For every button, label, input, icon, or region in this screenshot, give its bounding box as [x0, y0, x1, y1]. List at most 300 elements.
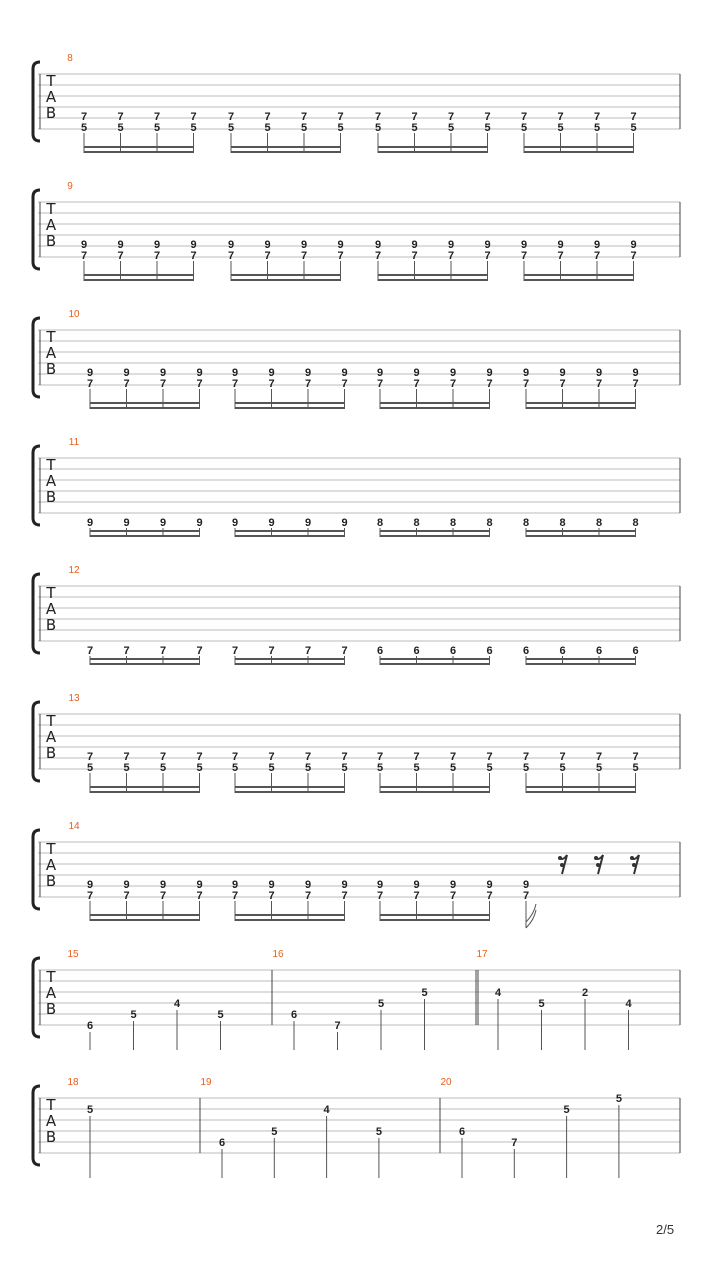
measure-number: 12: [68, 565, 80, 576]
fret-number: 7: [159, 378, 167, 390]
beam: [235, 530, 346, 532]
fret-number: 6: [218, 1137, 226, 1149]
fret-number: 9: [447, 239, 455, 251]
fret-number: 7: [268, 751, 275, 763]
fret-number: 9: [557, 239, 564, 251]
fret-number: 5: [595, 762, 603, 774]
fret-number: 6: [522, 645, 530, 657]
fret-number: 8: [413, 517, 420, 529]
fret-number: 6: [86, 1020, 94, 1032]
fret-number: 9: [80, 239, 88, 251]
fret-number: 7: [231, 645, 239, 657]
fret-number: 9: [123, 367, 130, 379]
beam: [231, 279, 342, 281]
fret-number: 7: [300, 111, 308, 123]
fret-number: 8: [522, 517, 530, 529]
tab-system: [33, 437, 680, 537]
fret-number: 8: [449, 517, 457, 529]
fret-number: 8: [559, 517, 566, 529]
beam: [90, 407, 201, 409]
fret-number: 5: [615, 1093, 622, 1105]
fret-number: 7: [522, 378, 530, 390]
beam: [90, 791, 201, 793]
fret-number: 5: [630, 122, 637, 134]
fret-number: 7: [520, 250, 528, 262]
tab-clef-letter: B: [45, 872, 57, 890]
beam: [235, 791, 346, 793]
tab-clef-letter: T: [46, 1096, 56, 1114]
fret-number: 9: [486, 367, 493, 379]
tab-system: [33, 53, 680, 153]
fret-number: 5: [337, 122, 344, 134]
beam: [90, 914, 201, 916]
measure-number: 13: [68, 693, 80, 704]
beam: [235, 919, 346, 921]
fret-number: 8: [486, 517, 493, 529]
fret-number: 9: [304, 517, 312, 529]
beam: [235, 535, 346, 537]
beam: [378, 151, 489, 153]
page-number: 2/5: [656, 1222, 675, 1237]
fret-number: 8: [632, 517, 639, 529]
fret-number: 9: [522, 879, 530, 891]
beam: [380, 658, 491, 660]
tab-system: [33, 821, 680, 928]
measure-number: 16: [272, 949, 284, 960]
fret-number: 9: [522, 367, 530, 379]
beam: [231, 146, 342, 148]
beam: [90, 530, 201, 532]
fret-number: 7: [123, 645, 130, 657]
fret-number: 5: [159, 762, 167, 774]
beam: [526, 786, 637, 788]
fret-number: 7: [484, 111, 491, 123]
tab-clef-letter: B: [45, 744, 57, 762]
fret-number: 7: [190, 111, 197, 123]
fret-number: 5: [153, 122, 161, 134]
fret-number: 9: [413, 879, 420, 891]
beam: [524, 146, 635, 148]
fret-number: 7: [304, 645, 312, 657]
fret-number: 7: [196, 890, 203, 902]
measure-number: 18: [67, 1077, 79, 1088]
fret-number: 7: [632, 751, 639, 763]
fret-number: 9: [231, 879, 239, 891]
fret-number: 7: [334, 1020, 341, 1032]
fret-number: 6: [632, 645, 639, 657]
tab-clef-letter: A: [45, 88, 57, 106]
fret-number: 6: [290, 1009, 298, 1021]
tab-system: [33, 181, 680, 281]
fret-number: 7: [196, 751, 203, 763]
beam: [380, 663, 491, 665]
beam: [524, 274, 635, 276]
tab-clef-letter: B: [45, 360, 57, 378]
fret-number: 7: [80, 111, 88, 123]
measure-number: 15: [67, 949, 79, 960]
beam: [380, 530, 491, 532]
fret-number: 9: [484, 239, 491, 251]
tab-clef-letter: T: [46, 456, 56, 474]
fret-number: 7: [196, 645, 203, 657]
fret-number: 7: [374, 250, 382, 262]
fret-number: 6: [376, 645, 384, 657]
rest-dot: [558, 856, 562, 860]
measure-number: 17: [476, 949, 488, 960]
beam: [235, 407, 346, 409]
tab-clef-letter: T: [46, 72, 56, 90]
fret-number: 7: [413, 378, 420, 390]
beam: [90, 786, 201, 788]
fret-number: 7: [123, 751, 130, 763]
fret-number: 7: [522, 751, 530, 763]
fret-number: 7: [123, 378, 130, 390]
fret-number: 6: [559, 645, 566, 657]
tab-clef-letter: A: [45, 728, 57, 746]
fret-number: 6: [449, 645, 457, 657]
fret-number: 9: [376, 879, 384, 891]
fret-number: 9: [268, 367, 275, 379]
fret-number: 7: [337, 250, 344, 262]
fret-number: 5: [304, 762, 312, 774]
tab-clef-letter: B: [45, 1128, 57, 1146]
rest-dot: [596, 863, 600, 867]
measure-number: 10: [68, 309, 80, 320]
fret-number: 7: [231, 378, 239, 390]
fret-number: 7: [190, 250, 197, 262]
tab-clef-letter: A: [45, 984, 57, 1002]
fret-number: 7: [559, 378, 566, 390]
fret-number: 7: [196, 378, 203, 390]
fret-number: 9: [595, 367, 603, 379]
fret-number: 7: [337, 111, 344, 123]
beam: [378, 146, 489, 148]
beam: [235, 663, 346, 665]
measure-number: 8: [67, 53, 73, 64]
fret-number: 7: [86, 751, 94, 763]
fret-number: 7: [376, 378, 384, 390]
fret-number: 7: [559, 751, 566, 763]
fret-number: 9: [117, 239, 124, 251]
beam: [380, 535, 491, 537]
fret-number: 7: [86, 890, 94, 902]
fret-number: 7: [268, 890, 275, 902]
fret-number: 5: [449, 762, 457, 774]
beam: [84, 146, 195, 148]
tab-clef-letter: A: [45, 472, 57, 490]
beam: [235, 914, 346, 916]
rest-dot: [594, 856, 598, 860]
fret-number: 9: [486, 879, 493, 891]
fret-number: 9: [411, 239, 418, 251]
fret-number: 7: [630, 250, 637, 262]
measure-number: 20: [440, 1077, 452, 1088]
fret-number: 9: [196, 517, 203, 529]
fret-number: 5: [190, 122, 197, 134]
fret-number: 7: [411, 111, 418, 123]
beam: [84, 279, 195, 281]
fret-number: 9: [264, 239, 271, 251]
fret-number: 5: [374, 122, 382, 134]
fret-number: 5: [413, 762, 420, 774]
fret-number: 9: [341, 517, 348, 529]
tab-clef-letter: B: [45, 488, 57, 506]
fret-number: 9: [413, 367, 420, 379]
tab-clef-letter: A: [45, 216, 57, 234]
fret-number: 9: [374, 239, 382, 251]
fret-number: 5: [341, 762, 348, 774]
fret-number: 5: [130, 1009, 137, 1021]
fret-number: 7: [117, 250, 124, 262]
beam: [526, 530, 637, 532]
fret-number: 4: [173, 998, 181, 1010]
tab-clef-letter: T: [46, 840, 56, 858]
tab-system: [33, 565, 680, 665]
fret-number: 9: [376, 367, 384, 379]
fret-number: 7: [411, 250, 418, 262]
fret-number: 9: [231, 517, 239, 529]
fret-number: 7: [268, 378, 275, 390]
fret-number: 5: [117, 122, 124, 134]
tab-clef-letter: B: [45, 232, 57, 250]
tab-clef-letter: B: [45, 616, 57, 634]
fret-number: 7: [341, 378, 348, 390]
fret-number: 7: [486, 890, 493, 902]
tab-system: [33, 1077, 680, 1178]
fret-number: 5: [268, 762, 275, 774]
fret-number: 7: [413, 751, 420, 763]
fret-number: 7: [304, 751, 312, 763]
measure-number: 19: [200, 1077, 212, 1088]
fret-number: 9: [593, 239, 601, 251]
fret-number: 5: [538, 998, 545, 1010]
fret-number: 7: [447, 111, 455, 123]
fret-number: 7: [341, 890, 348, 902]
fret-number: 7: [522, 890, 530, 902]
fret-number: 7: [264, 111, 271, 123]
fret-number: 7: [595, 751, 603, 763]
fret-number: 7: [159, 645, 167, 657]
tab-clef-letter: A: [45, 600, 57, 618]
fret-number: 7: [557, 250, 564, 262]
fret-number: 4: [625, 998, 632, 1010]
fret-number: 7: [117, 111, 124, 123]
fret-number: 9: [341, 879, 348, 891]
fret-number: 7: [447, 250, 455, 262]
beam: [231, 151, 342, 153]
fret-number: 9: [337, 239, 344, 251]
fret-number: 8: [595, 517, 603, 529]
fret-number: 7: [630, 111, 637, 123]
fret-number: 5: [86, 762, 94, 774]
beam: [231, 274, 342, 276]
fret-number: 7: [449, 378, 457, 390]
tab-system: [33, 309, 680, 409]
fret-number: 9: [449, 879, 457, 891]
fret-number: 5: [271, 1126, 278, 1138]
rest-dot: [632, 863, 636, 867]
beam: [378, 279, 489, 281]
fret-number: 7: [231, 890, 239, 902]
beam: [235, 658, 346, 660]
fret-number: 7: [511, 1137, 518, 1149]
fret-number: 4: [494, 987, 502, 999]
beam: [235, 402, 346, 404]
fret-number: 9: [159, 517, 167, 529]
fret-number: 7: [484, 250, 491, 262]
beam: [526, 402, 637, 404]
fret-number: 7: [413, 890, 420, 902]
fret-number: 9: [86, 879, 94, 891]
beam: [526, 658, 637, 660]
fret-number: 7: [449, 751, 457, 763]
fret-number: 5: [377, 998, 385, 1010]
beam: [380, 919, 491, 921]
fret-number: 9: [341, 367, 348, 379]
fret-number: 7: [231, 751, 239, 763]
tab-clef-letter: B: [45, 1000, 57, 1018]
fret-number: 7: [268, 645, 275, 657]
fret-number: 9: [520, 239, 528, 251]
beam: [90, 535, 201, 537]
fret-number: 9: [449, 367, 457, 379]
fret-number: 7: [374, 111, 382, 123]
fret-number: 9: [630, 239, 637, 251]
fret-number: 5: [593, 122, 601, 134]
fret-number: 7: [159, 751, 167, 763]
fret-number: 5: [375, 1126, 382, 1138]
fret-number: 5: [486, 762, 493, 774]
fret-number: 6: [413, 645, 420, 657]
tab-clef-letter: A: [45, 344, 57, 362]
fret-number: 9: [632, 367, 639, 379]
fret-number: 4: [323, 1104, 330, 1116]
fret-number: 5: [520, 122, 528, 134]
fret-number: 5: [447, 122, 455, 134]
tab-clef-letter: T: [46, 200, 56, 218]
fret-number: 5: [196, 762, 203, 774]
beam: [235, 786, 346, 788]
tab-clef-letter: A: [45, 1112, 57, 1130]
fret-number: 7: [557, 111, 564, 123]
fret-number: 9: [123, 879, 130, 891]
beam: [90, 663, 201, 665]
fret-number: 7: [227, 250, 235, 262]
fret-number: 9: [196, 879, 203, 891]
fret-number: 9: [159, 879, 167, 891]
fret-number: 5: [227, 122, 235, 134]
fret-number: 7: [486, 751, 493, 763]
tab-system: [33, 693, 680, 793]
rest-dot: [630, 856, 634, 860]
beam: [526, 663, 637, 665]
fret-number: 9: [86, 517, 94, 529]
fret-number: 7: [153, 250, 161, 262]
fret-number: 7: [486, 378, 493, 390]
beam: [380, 402, 491, 404]
fret-number: 8: [376, 517, 384, 529]
fret-number: 5: [264, 122, 271, 134]
fret-number: 7: [341, 751, 348, 763]
beam: [84, 151, 195, 153]
beam: [524, 279, 635, 281]
fret-number: 5: [123, 762, 130, 774]
fret-number: 6: [458, 1126, 466, 1138]
fret-number: 9: [159, 367, 167, 379]
fret-number: 7: [227, 111, 235, 123]
fret-number: 9: [153, 239, 161, 251]
fret-number: 5: [632, 762, 639, 774]
measure-number: 14: [68, 821, 80, 832]
tab-clef-letter: T: [46, 584, 56, 602]
fret-number: 5: [80, 122, 88, 134]
fret-number: 9: [559, 367, 566, 379]
fret-number: 5: [217, 1009, 224, 1021]
fret-number: 5: [86, 1104, 94, 1116]
fret-number: 7: [341, 645, 348, 657]
fret-number: 5: [522, 762, 530, 774]
beam: [90, 919, 201, 921]
fret-number: 7: [300, 250, 308, 262]
fret-number: 7: [80, 250, 88, 262]
fret-number: 5: [563, 1104, 570, 1116]
beam: [84, 274, 195, 276]
fret-number: 7: [520, 111, 528, 123]
rest-dot: [560, 863, 564, 867]
fret-number: 5: [484, 122, 491, 134]
fret-number: 7: [304, 378, 312, 390]
fret-number: 7: [264, 250, 271, 262]
beam: [90, 658, 201, 660]
fret-number: 7: [123, 890, 130, 902]
fret-number: 7: [153, 111, 161, 123]
fret-number: 9: [227, 239, 235, 251]
beam: [380, 791, 491, 793]
fret-number: 9: [300, 239, 308, 251]
tab-system: [33, 949, 680, 1050]
fret-number: 9: [304, 367, 312, 379]
fret-number: 5: [411, 122, 418, 134]
fret-number: 7: [449, 890, 457, 902]
beam: [378, 274, 489, 276]
fret-number: 9: [268, 517, 275, 529]
fret-number: 2: [581, 987, 589, 999]
fret-number: 9: [196, 367, 203, 379]
fret-number: 7: [86, 645, 94, 657]
fret-number: 7: [632, 378, 639, 390]
fret-number: 5: [557, 122, 564, 134]
fret-number: 9: [268, 879, 275, 891]
fret-number: 6: [486, 645, 493, 657]
beam: [526, 535, 637, 537]
fret-number: 7: [593, 111, 601, 123]
tab-clef-letter: B: [45, 104, 57, 122]
tab-clef-letter: A: [45, 856, 57, 874]
fret-number: 5: [300, 122, 308, 134]
fret-number: 9: [86, 367, 94, 379]
beam: [380, 914, 491, 916]
fret-number: 9: [304, 879, 312, 891]
fret-number: 5: [559, 762, 566, 774]
measure-number: 11: [68, 437, 80, 448]
beam: [90, 402, 201, 404]
fret-number: 5: [231, 762, 239, 774]
note-flag: [526, 904, 536, 928]
fret-number: 7: [376, 751, 384, 763]
fret-number: 9: [231, 367, 239, 379]
fret-number: 9: [123, 517, 130, 529]
fret-number: 7: [86, 378, 94, 390]
